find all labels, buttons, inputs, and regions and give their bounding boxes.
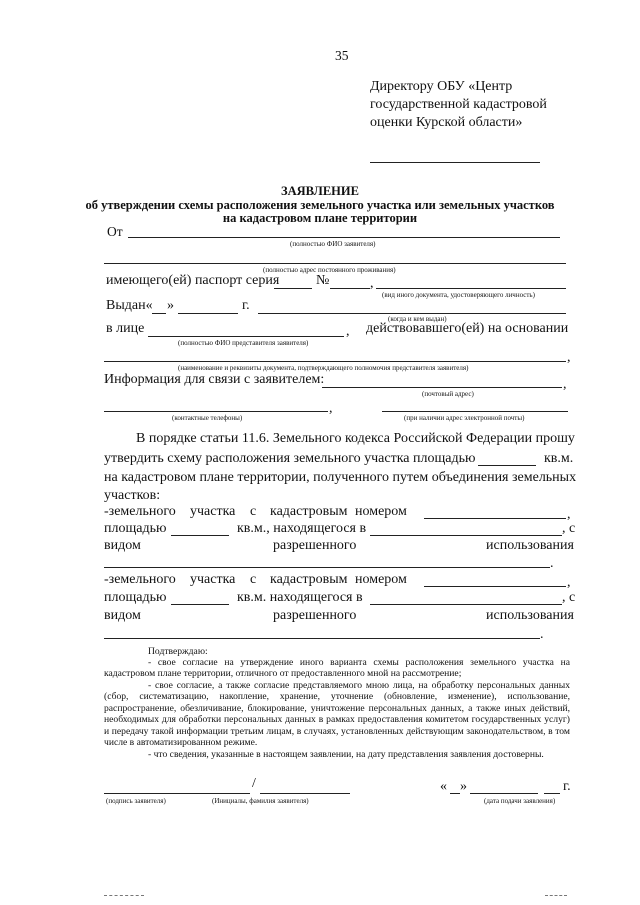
sign-hint: (подпись заявителя) [106, 797, 166, 805]
addressee-line-3: оценки Курской области» [370, 115, 523, 130]
email-field[interactable] [382, 411, 568, 412]
issued-quote: » [167, 298, 174, 313]
signer-name-field[interactable] [260, 793, 350, 794]
plot2-dot: . [540, 627, 544, 642]
plot2-location-field[interactable] [370, 604, 562, 605]
issued-month-field[interactable] [178, 313, 238, 314]
plot2-use-word-3: использования [486, 608, 574, 623]
plot2-cadastral-field[interactable] [424, 586, 566, 587]
passport-number-field[interactable] [330, 288, 370, 289]
person-comma: , [346, 324, 350, 339]
name-hint: (Инициалы, фамилия заявителя) [212, 797, 309, 805]
plot2-use-word-1: видом [104, 608, 141, 623]
plot1-area-label: площадью [104, 521, 167, 536]
id-document-field[interactable] [376, 288, 566, 289]
plot2-word-2: участка [190, 572, 236, 587]
sign-month-field[interactable] [470, 793, 538, 794]
phones-field[interactable] [104, 411, 328, 412]
confirm-heading: Подтверждаю: [148, 646, 208, 657]
representative-field[interactable] [148, 336, 344, 337]
confirm-item-1: - свое согласие на утверждение иного варианта схемы расположения земельного участка на кадастровом плане территории, отличного от предоставленного мной на рассмотрение; [104, 657, 570, 679]
para1-line2: утвердить схему расположения земельного участка площадью [104, 451, 476, 466]
page-number: 35 [335, 48, 349, 63]
title-line-2: на кадастровом плане территории [222, 211, 418, 225]
sign-year-field[interactable] [544, 793, 560, 794]
para1-unit: кв.м. [544, 451, 574, 466]
phones-hint: (контактные телефоны) [172, 414, 243, 422]
plot1-use-field[interactable] [104, 567, 550, 568]
plot1-comma: , [567, 507, 571, 522]
plot1-word-4: кадастровым [270, 504, 348, 519]
plot1-use-word-2: разрешенного [273, 538, 357, 553]
plot1-cadastral-field[interactable] [424, 518, 566, 519]
signature-field[interactable] [104, 793, 250, 794]
plot1-area-unit: кв.м., находящегося в [237, 521, 367, 536]
scheme-area-field[interactable] [478, 465, 536, 466]
plot2-comma: , [567, 575, 571, 590]
plot1-word-1: -земельного [104, 504, 176, 519]
plot2-word-5: номером [355, 572, 407, 587]
authority-comma: , [567, 350, 571, 365]
fio-hint: (полностью ФИО заявителя) [290, 240, 376, 248]
postal-hint: (почтовый адрес) [422, 390, 474, 398]
para1-line4: участков: [104, 488, 161, 503]
addressee-line-1: Директору ОБУ «Центр [370, 79, 513, 94]
plot2-area-unit: кв.м. находящегося в [237, 590, 363, 605]
passport-comma: , [370, 276, 374, 291]
plot2-area-field[interactable] [171, 604, 229, 605]
email-hint: (при наличии адрес электронной почты) [404, 414, 525, 422]
doc-hint: (вид иного документа, удостоверяющего личность) [382, 291, 535, 299]
para1-line3: на кадастровом плане территории, полученного путем объединения земельных [104, 470, 577, 485]
plot1-comma-c: , с [562, 521, 576, 536]
plot1-use-word-1: видом [104, 538, 141, 553]
postal-address-field[interactable] [322, 387, 562, 388]
footer-mark-right [545, 895, 567, 896]
plot1-word-3: с [250, 504, 257, 519]
title-heading: ЗАЯВЛЕНИЕ [281, 184, 359, 198]
docs-hint: (наименование и реквизиты документа, подтверждающего полномочия представителя заявителя) [178, 364, 469, 372]
signature-slash: / [252, 776, 256, 791]
plot2-word-1: -земельного [104, 572, 176, 587]
plot1-use-word-3: использования [486, 538, 574, 553]
phones-comma: , [329, 401, 333, 416]
plot2-comma-c: , с [562, 590, 576, 605]
title-line-1: об утверждении схемы расположения земельного участка или земельных участков [85, 198, 555, 212]
number-sign: № [316, 273, 330, 288]
from-label: От [107, 224, 123, 239]
confirm-item-2: - свое согласие, а также согласие представляемого мною лица, на обработку персональных данных (сбор, систематизацию, накопление, хранение, уточнение (обновление, изменение), использование, распространение, обезличивание, блокирование, уничтожение персональных данных, а также иных действий, необходимых для обработки персональных данных в рамках предоставления комитетом государственных услуг) и передачу такой информации третьим лицам, в случаях, установленных действующим законодательством, в том числе в автоматизированном режиме. [104, 680, 570, 749]
sign-year-suffix: г. [563, 779, 571, 794]
plot2-word-3: с [250, 572, 257, 587]
issued-label: Выдан« [106, 298, 153, 313]
contact-comma: , [563, 377, 567, 392]
authority-docs-field[interactable] [104, 361, 566, 362]
plot2-use-field[interactable] [104, 638, 540, 639]
applicant-name-field[interactable] [128, 237, 560, 238]
contact-label: Информация для связи с заявителем: [104, 372, 325, 387]
plot2-word-4: кадастровым [270, 572, 348, 587]
issued-hint: (когда и кем выдан) [388, 315, 447, 323]
plot2-area-label: площадью [104, 590, 167, 605]
passport-series-field[interactable] [274, 288, 312, 289]
plot1-location-field[interactable] [370, 535, 562, 536]
acting-label: действовавшего(ей) на основании [366, 321, 569, 336]
issued-year-suffix: г. [242, 298, 250, 313]
applicant-address-field[interactable] [104, 263, 566, 264]
passport-label: имеющего(ей) паспорт серия [106, 273, 280, 288]
plot1-word-2: участка [190, 504, 236, 519]
date-hint: (дата подачи заявления) [484, 797, 556, 805]
date-open-quote: « [440, 779, 447, 794]
issued-by-field[interactable] [258, 313, 566, 314]
addressee-signature-line [370, 162, 540, 163]
plot2-use-word-2: разрешенного [273, 608, 357, 623]
rep-hint: (полностью ФИО представителя заявителя) [178, 339, 309, 347]
footer-mark-left [104, 895, 144, 896]
confirm-item-3: - что сведения, указанные в настоящем заявлении, на дату представления заявления достоверны. [148, 749, 544, 760]
plot1-dot: . [550, 556, 554, 571]
address-hint: (полностью адрес постоянного проживания) [263, 266, 396, 274]
date-close-quote: » [460, 779, 467, 794]
issued-day-field[interactable] [152, 313, 166, 314]
plot1-area-field[interactable] [171, 535, 229, 536]
sign-day-field[interactable] [450, 793, 460, 794]
plot1-word-5: номером [355, 504, 407, 519]
para1-line1: В порядке статьи 11.6. Земельного кодекса Российской Федерации прошу [136, 431, 575, 446]
addressee-line-2: государственной кадастровой [370, 97, 547, 112]
person-label: в лице [106, 321, 145, 336]
